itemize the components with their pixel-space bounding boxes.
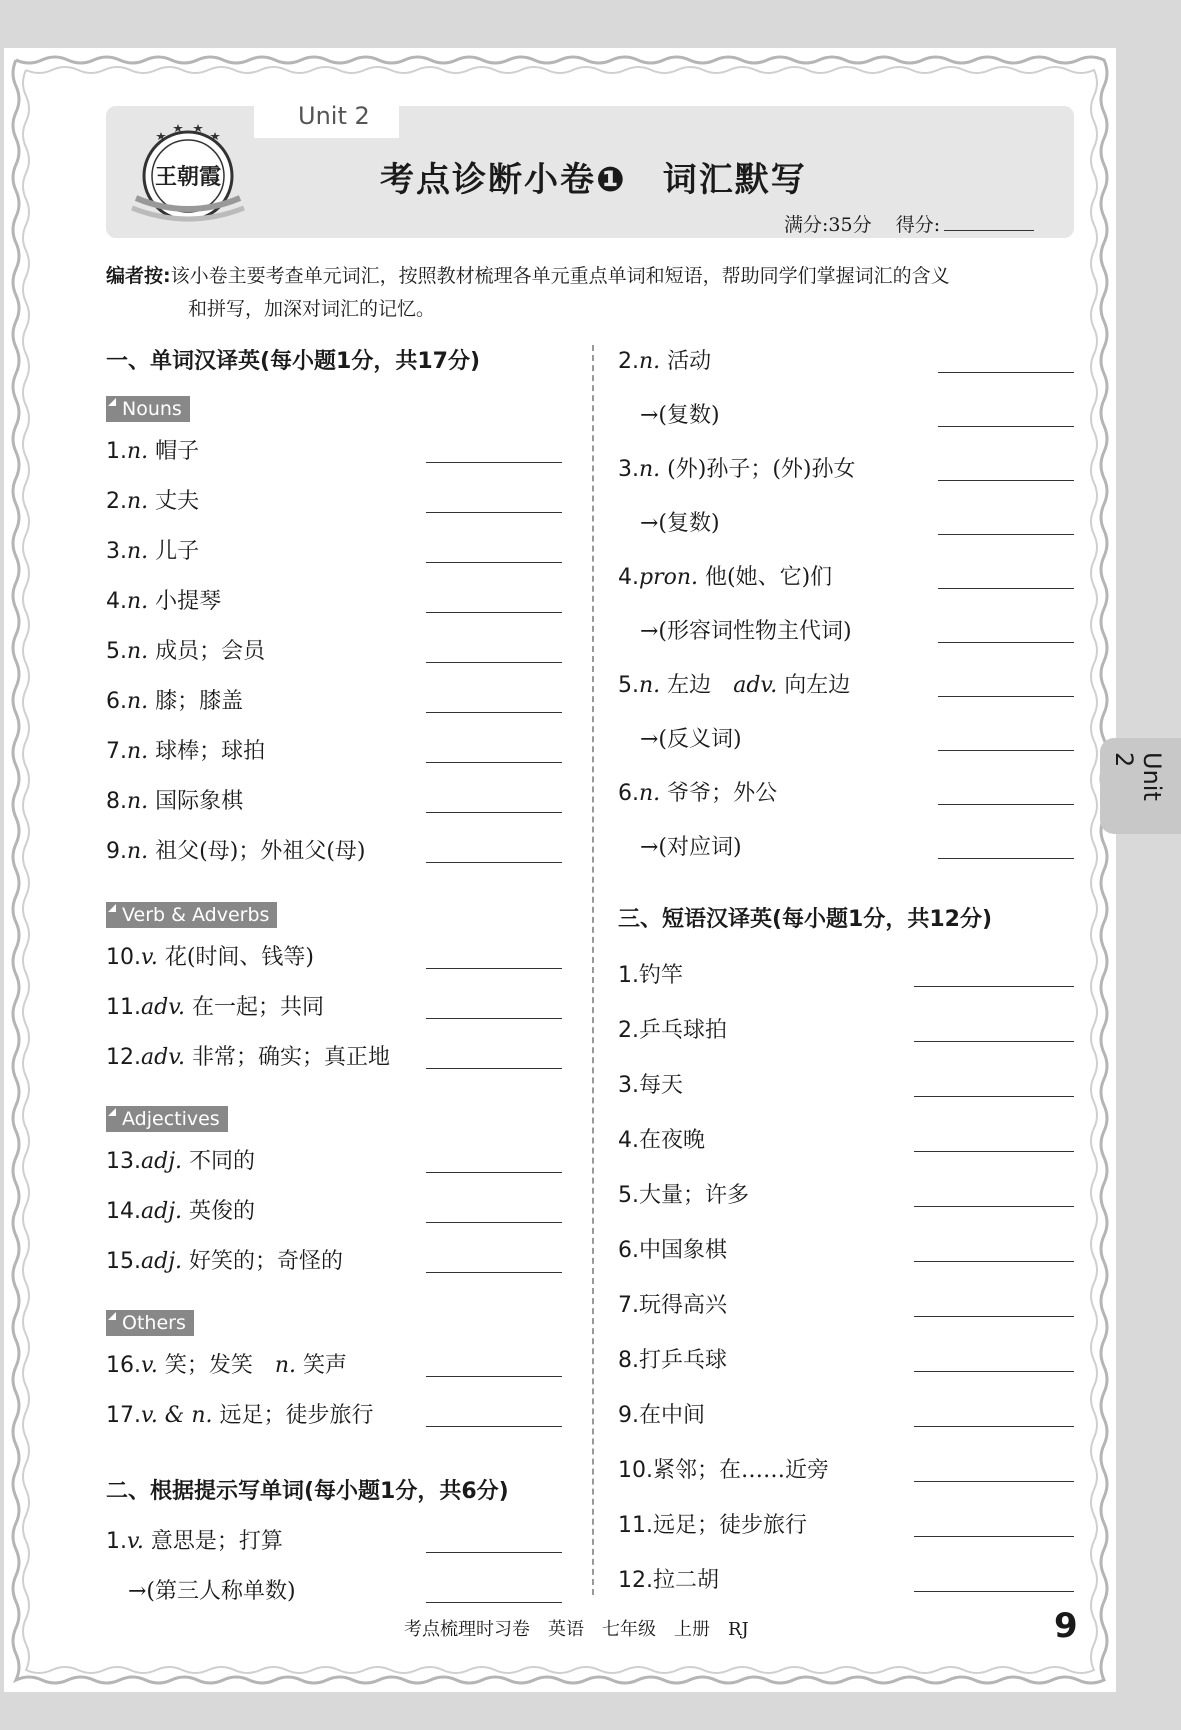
question-text: 小提琴: [155, 589, 222, 614]
question-number: 2.: [618, 1018, 639, 1043]
question-number: 12.: [106, 1045, 141, 1070]
part-of-speech: n.: [274, 1353, 297, 1378]
question-text: 在夜晚: [639, 1128, 706, 1153]
question-item: [106, 1348, 347, 1379]
answer-blank[interactable]: [938, 372, 1074, 373]
answer-blank[interactable]: [426, 712, 562, 713]
part-of-speech: n.: [127, 789, 149, 814]
question-number: 17.: [106, 1403, 141, 1428]
answer-blank[interactable]: [938, 534, 1074, 535]
question-item: [618, 1068, 683, 1099]
question-item: [106, 634, 265, 665]
answer-blank[interactable]: [426, 1272, 562, 1273]
question-text: 花(时间、钱等): [164, 945, 314, 970]
answer-blank[interactable]: [426, 968, 562, 969]
answer-blank[interactable]: [426, 512, 562, 513]
answer-blank[interactable]: [914, 986, 1074, 987]
question-text: →(复数): [640, 511, 720, 536]
part-of-speech: n.: [639, 673, 661, 698]
question-text: →(第三人称单数): [128, 1579, 296, 1604]
answer-blank[interactable]: [426, 1602, 562, 1603]
question-text: 打乒乓球: [639, 1348, 728, 1373]
question-text: 在一起；共同: [192, 995, 325, 1020]
question-item: [106, 1398, 374, 1429]
answer-blank[interactable]: [426, 812, 562, 813]
part-of-speech: adv.: [141, 995, 186, 1020]
question-item: [106, 734, 265, 765]
question-number: 12.: [618, 1568, 653, 1593]
full-score: 满分:35分: [784, 214, 872, 236]
question-item: [106, 990, 324, 1021]
question-item: [618, 1398, 705, 1429]
question-number: 8.: [618, 1348, 639, 1373]
question-number: 3.: [618, 1073, 639, 1098]
question-item: [618, 776, 777, 807]
answer-blank[interactable]: [426, 1426, 562, 1427]
section-1-title: 一、单词汉译英(每小题1分，共17分): [106, 349, 481, 374]
question-item: [106, 1244, 343, 1275]
answer-blank[interactable]: [938, 750, 1074, 751]
question-item: [618, 560, 832, 591]
part-of-speech: adv.: [733, 673, 778, 698]
question-item: [106, 484, 199, 515]
question-number: 15.: [106, 1249, 141, 1274]
answer-blank[interactable]: [938, 426, 1074, 427]
question-number: 5.: [106, 639, 127, 664]
question-text: 笑；发笑: [164, 1353, 253, 1378]
section-3-title: 三、短语汉译英(每小题1分，共12分): [618, 907, 993, 932]
footer-text: 考点梳理时习卷 英语 七年级 上册 RJ: [404, 1619, 749, 1640]
answer-blank[interactable]: [426, 1018, 562, 1019]
answer-blank[interactable]: [914, 1151, 1074, 1152]
question-number: 1.: [618, 963, 639, 988]
question-number: 2.: [106, 489, 127, 514]
logo-text: 王朝霞: [154, 164, 222, 190]
question-text: 儿子: [155, 539, 200, 564]
question-item: [106, 1040, 390, 1071]
question-text: 爷爷；外公: [667, 781, 778, 806]
question-item: [618, 1288, 727, 1319]
editor-note: [106, 260, 1078, 326]
question-number: 9.: [618, 1403, 639, 1428]
score-label: 得分:: [895, 214, 941, 236]
question-item: [106, 940, 314, 971]
part-of-speech: n.: [127, 639, 149, 664]
category-tag: Others: [106, 1310, 194, 1336]
question-number: 1.: [106, 1529, 127, 1554]
answer-blank[interactable]: [426, 612, 562, 613]
side-unit-tab-label: Unit 2: [1110, 752, 1166, 801]
question-number: 3.: [618, 457, 639, 482]
question-number: 16.: [106, 1353, 141, 1378]
question-item: [106, 684, 243, 715]
question-text: 英俊的: [189, 1199, 256, 1224]
question-item: [640, 506, 720, 537]
part-of-speech: n.: [127, 489, 149, 514]
answer-blank[interactable]: [426, 862, 562, 863]
question-text: 祖父(母)；外祖父(母): [155, 839, 366, 864]
question-number: 8.: [106, 789, 127, 814]
question-item: [618, 1508, 807, 1539]
question-text: 丈夫: [155, 489, 200, 514]
question-text: 帽子: [155, 439, 200, 464]
question-number: 3.: [106, 539, 127, 564]
part-of-speech: adj.: [141, 1199, 183, 1224]
part-of-speech: adv.: [141, 1045, 186, 1070]
question-text: 在中间: [639, 1403, 706, 1428]
column-divider: [592, 345, 594, 1595]
question-text: 不同的: [189, 1149, 256, 1174]
question-item: [106, 534, 199, 565]
category-tag: Verb & Adverbs: [106, 902, 277, 928]
question-item: [618, 1123, 705, 1154]
question-number: 1.: [106, 439, 127, 464]
question-item: [640, 830, 742, 861]
question-item: [106, 1524, 283, 1555]
question-item: [618, 344, 711, 375]
question-number: 5.: [618, 1183, 639, 1208]
question-item: [618, 1343, 727, 1374]
part-of-speech: n.: [127, 439, 149, 464]
question-text: 远足；徒步旅行: [219, 1403, 374, 1428]
part-of-speech: adj.: [141, 1249, 183, 1274]
question-item: [618, 1453, 829, 1484]
question-text: 玩得高兴: [639, 1293, 728, 1318]
question-item: [106, 1144, 255, 1175]
answer-blank[interactable]: [914, 1536, 1074, 1537]
answer-blank[interactable]: [914, 1316, 1074, 1317]
question-number: 7.: [618, 1293, 639, 1318]
editor-note-label: 编者按:: [106, 265, 171, 287]
answer-blank[interactable]: [914, 1591, 1074, 1592]
question-number: 4.: [106, 589, 127, 614]
question-text: 远足；徒步旅行: [653, 1513, 808, 1538]
question-text: 紧邻；在……近旁: [653, 1458, 830, 1483]
part-of-speech: v.: [141, 945, 158, 970]
question-text: 意思是；打算: [150, 1529, 283, 1554]
question-number: 7.: [106, 739, 127, 764]
answer-blank[interactable]: [914, 1426, 1074, 1427]
score-line: [784, 210, 1034, 237]
part-of-speech: n.: [127, 689, 149, 714]
part-of-speech: v. & n.: [141, 1403, 213, 1428]
question-text: →(形容词性物主代词): [640, 619, 852, 644]
answer-blank[interactable]: [938, 588, 1074, 589]
part-of-speech: n.: [639, 457, 661, 482]
question-item: [618, 452, 856, 483]
part-of-speech: n.: [127, 589, 149, 614]
answer-blank[interactable]: [426, 1376, 562, 1377]
question-text: 膝；膝盖: [155, 689, 244, 714]
question-text: 拉二胡: [653, 1568, 720, 1593]
answer-blank[interactable]: [938, 696, 1074, 697]
question-text: 中国象棋: [639, 1238, 728, 1263]
question-item: [618, 958, 683, 989]
question-text: 球棒；球拍: [155, 739, 266, 764]
question-item: [128, 1574, 296, 1605]
page-number: 9: [1054, 1606, 1078, 1646]
question-item: [106, 434, 199, 465]
question-item: [618, 1013, 727, 1044]
question-item: [618, 668, 850, 699]
answer-blank[interactable]: [914, 1206, 1074, 1207]
answer-blank[interactable]: [426, 762, 562, 763]
question-text: 乒乓球拍: [639, 1018, 728, 1043]
question-number: 5.: [618, 673, 639, 698]
question-number: 11.: [106, 995, 141, 1020]
question-text: →(反义词): [640, 727, 742, 752]
answer-blank[interactable]: [938, 804, 1074, 805]
part-of-speech: n.: [127, 539, 149, 564]
question-text: 左边: [667, 673, 712, 698]
question-number: 6.: [106, 689, 127, 714]
answer-blank[interactable]: [426, 462, 562, 463]
answer-blank[interactable]: [938, 642, 1074, 643]
question-text: 向左边: [784, 673, 851, 698]
answer-blank[interactable]: [426, 662, 562, 663]
question-text: 笑声: [303, 1353, 348, 1378]
question-item: [640, 398, 720, 429]
answer-blank[interactable]: [938, 858, 1074, 859]
question-text: 每天: [639, 1073, 684, 1098]
question-item: [106, 1194, 255, 1225]
question-number: 6.: [618, 1238, 639, 1263]
answer-blank[interactable]: [914, 1371, 1074, 1372]
question-number: 2.: [618, 349, 639, 374]
answer-blank[interactable]: [426, 1172, 562, 1173]
question-number: 9.: [106, 839, 127, 864]
answer-blank[interactable]: [914, 1041, 1074, 1042]
unit-label: Unit 2: [298, 102, 370, 130]
answer-blank[interactable]: [426, 1552, 562, 1553]
answer-blank[interactable]: [426, 1222, 562, 1223]
publisher-logo: [128, 118, 248, 228]
category-tag: Adjectives: [106, 1106, 228, 1132]
page-title: 考点诊断小卷❶ 词汇默写: [380, 160, 807, 200]
part-of-speech: pron.: [639, 565, 699, 590]
question-text: (外)孙子；(外)孙女: [667, 457, 856, 482]
question-text: 钓竿: [639, 963, 684, 988]
question-text: →(对应词): [640, 835, 742, 860]
question-text: 非常；确实；真正地: [192, 1045, 391, 1070]
part-of-speech: v.: [127, 1529, 144, 1554]
question-item: [106, 784, 243, 815]
question-number: 14.: [106, 1199, 141, 1224]
answer-blank[interactable]: [914, 1096, 1074, 1097]
part-of-speech: adj.: [141, 1149, 183, 1174]
question-item: [106, 584, 221, 615]
part-of-speech: v.: [141, 1353, 158, 1378]
question-number: 10.: [618, 1458, 653, 1483]
answer-blank[interactable]: [426, 562, 562, 563]
category-tag: Nouns: [106, 396, 190, 422]
question-text: →(复数): [640, 403, 720, 428]
answer-blank[interactable]: [914, 1481, 1074, 1482]
question-text: 成员；会员: [155, 639, 266, 664]
part-of-speech: n.: [639, 349, 661, 374]
question-number: 4.: [618, 1128, 639, 1153]
question-item: [618, 1178, 749, 1209]
question-item: [640, 722, 742, 753]
question-item: [106, 834, 366, 865]
answer-blank[interactable]: [426, 1068, 562, 1069]
part-of-speech: n.: [127, 739, 149, 764]
question-item: [640, 614, 852, 645]
question-text: 大量；许多: [639, 1183, 750, 1208]
question-text: 国际象棋: [155, 789, 244, 814]
question-text: 他(她、它)们: [705, 565, 833, 590]
question-item: [618, 1233, 727, 1264]
question-number: 11.: [618, 1513, 653, 1538]
question-number: 10.: [106, 945, 141, 970]
question-text: 好笑的；奇怪的: [189, 1249, 344, 1274]
answer-blank[interactable]: [938, 480, 1074, 481]
score-blank[interactable]: [944, 230, 1034, 231]
question-item: [618, 1563, 719, 1594]
question-number: 4.: [618, 565, 639, 590]
question-number: 6.: [618, 781, 639, 806]
part-of-speech: n.: [127, 839, 149, 864]
answer-blank[interactable]: [914, 1261, 1074, 1262]
editor-note-line2: 和拼写，加深对词汇的记忆。: [188, 298, 436, 320]
section-2-title: 二、根据提示写单词(每小题1分，共6分): [106, 1479, 509, 1504]
question-text: 活动: [667, 349, 712, 374]
part-of-speech: n.: [639, 781, 661, 806]
editor-note-line1: 该小卷主要考查单元词汇，按照教材梳理各单元重点单词和短语，帮助同学们掌握词汇的含义: [170, 265, 950, 287]
question-number: 13.: [106, 1149, 141, 1174]
